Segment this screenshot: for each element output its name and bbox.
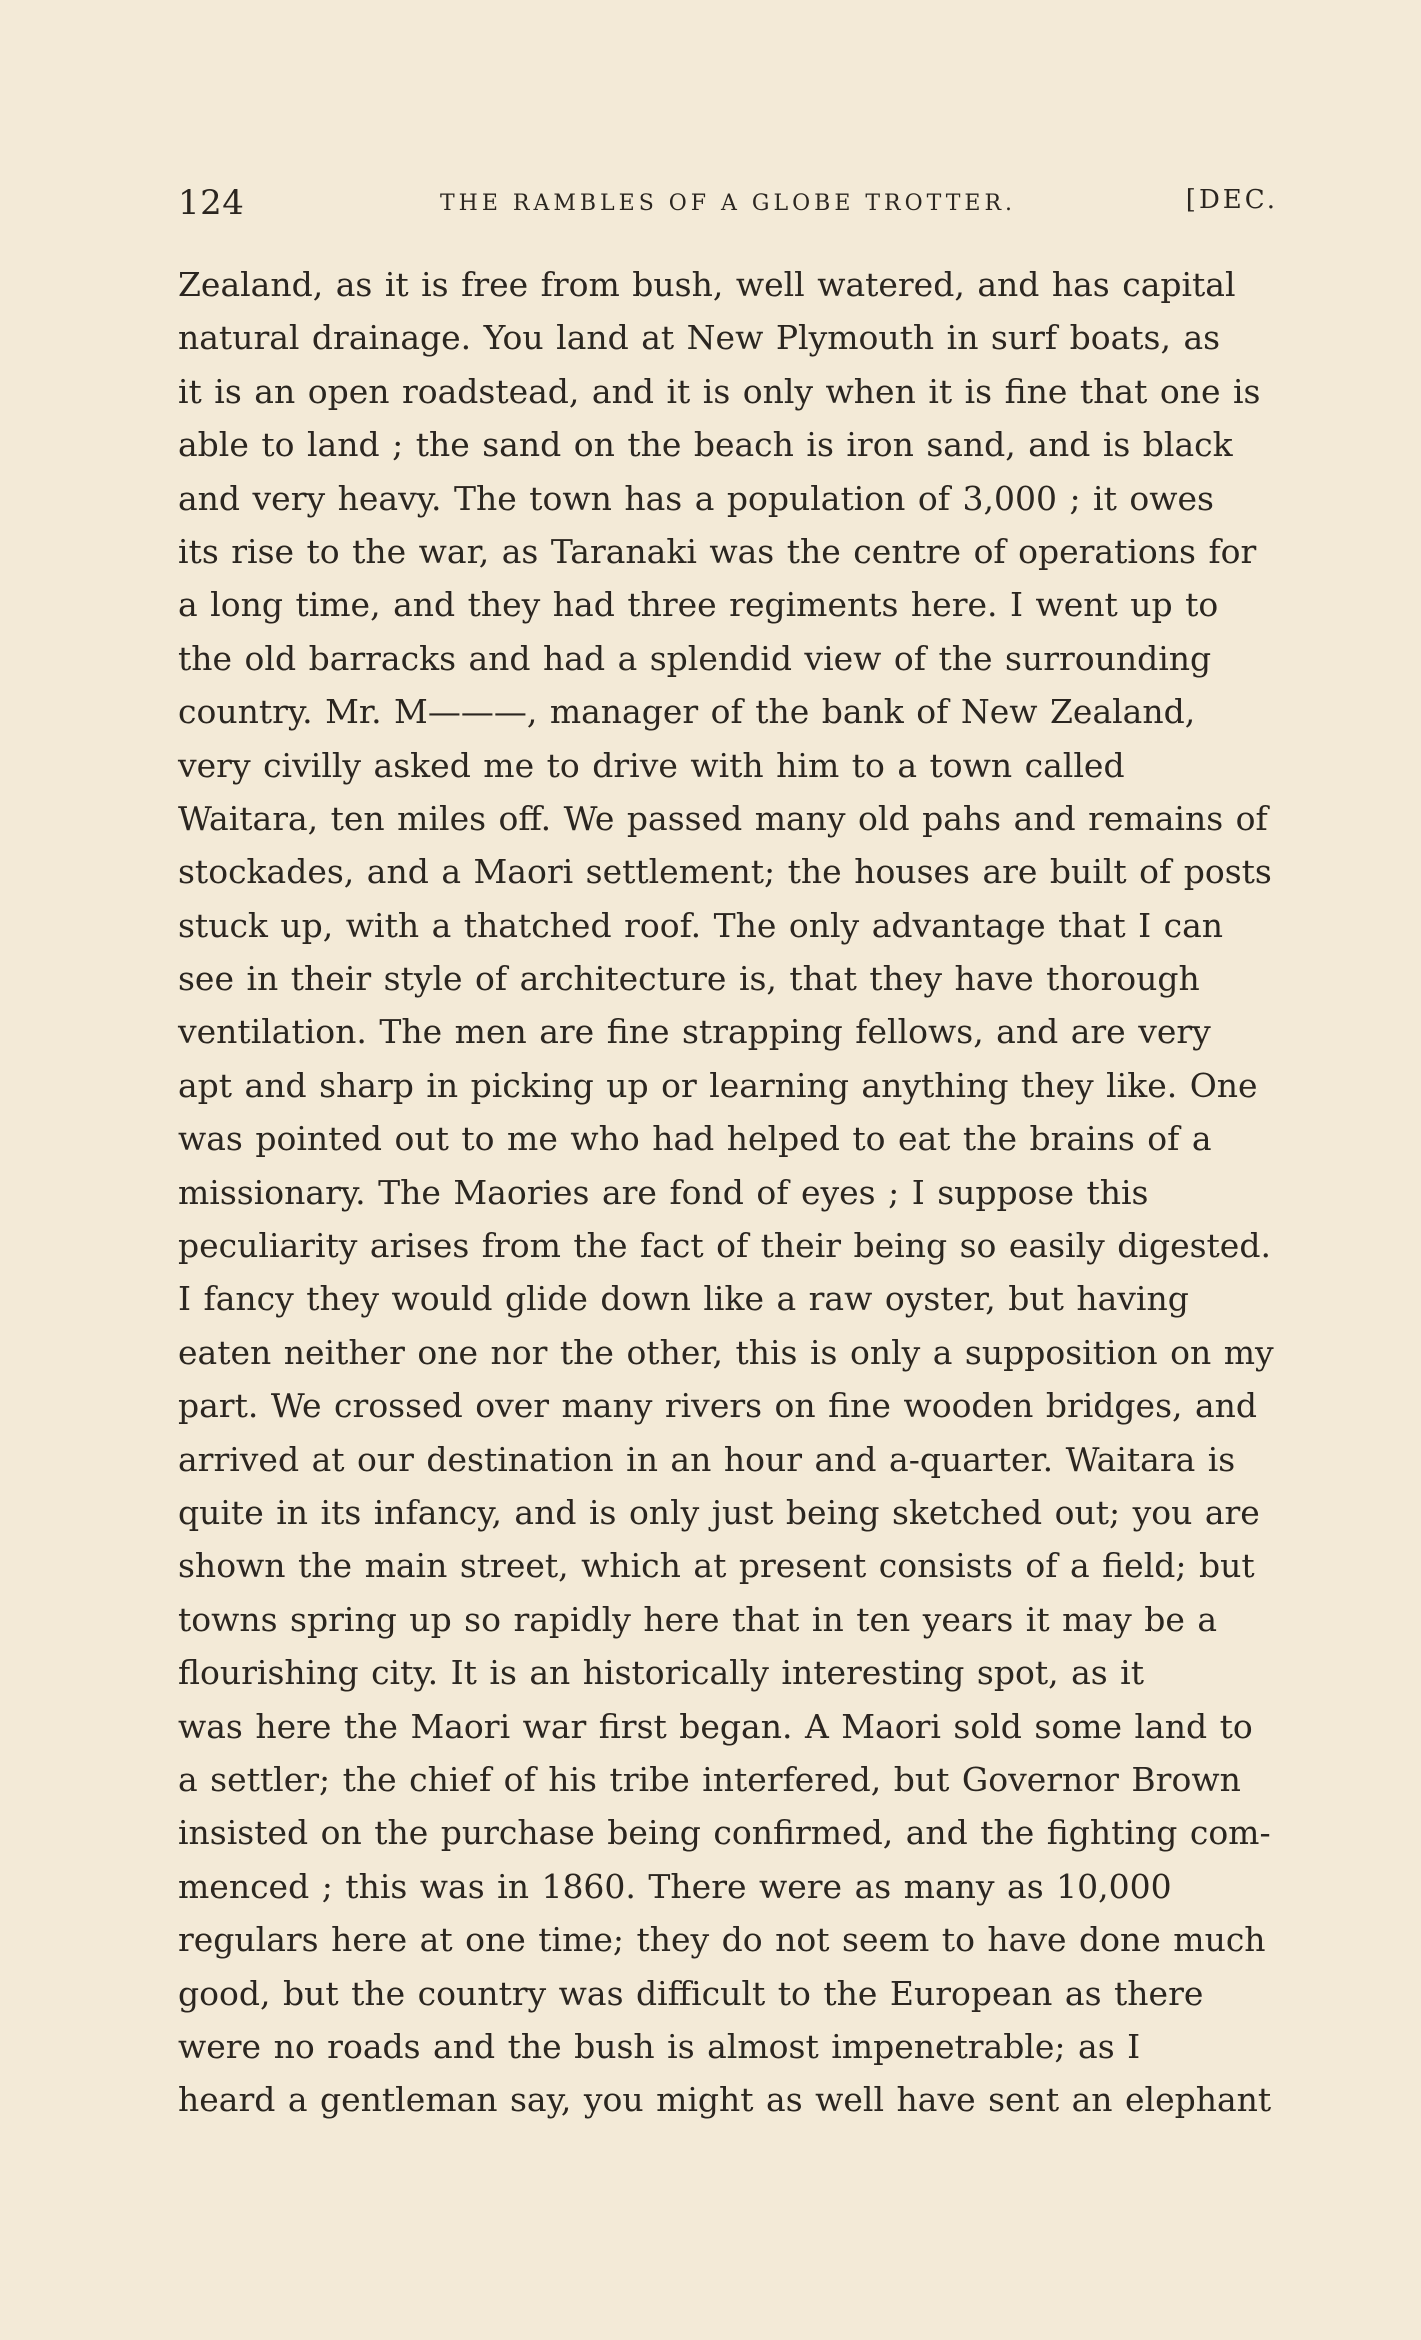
text-line: country. Mr. M———, manager of the bank of New Zealand, [178,692,1196,732]
text-line: peculiarity arises from the fact of their being so easily digested. [178,1226,1271,1266]
text-line: stockades, and a Maori settlement; the houses are built of posts [178,852,1272,892]
text-line: Waitara, ten miles off. We passed many old pahs and remains of [178,798,1268,838]
text-line: apt and sharp in picking up or learning anything they like. One [178,1065,1258,1105]
text-line: missionary. The Maories are fond of eyes ; I suppose this [178,1172,1149,1212]
text-line: I fancy they would glide down like a raw oyster, but having [178,1279,1189,1319]
text-line: was pointed out to me who had helped to eat the brains of a [178,1119,1212,1159]
text-line: eaten neither one nor the other, this is only a supposition on my [178,1332,1274,1372]
page-number: 124 [178,183,245,223]
text-line: part. We crossed over many rivers on fine wooden bridges, and [178,1386,1258,1426]
text-line: shown the main street, which at present consists of a field; but [178,1546,1255,1586]
page-header [178,183,1278,233]
text-line: and very heavy. The town has a population of 3,000 ; it owes [178,478,1214,518]
running-title: THE RAMBLES OF A GLOBE TROTTER. [439,191,1017,216]
text-line: regulars here at one time; they do not seem to have done much [178,1920,1266,1960]
text-line: the old barracks and had a splendid view of the surrounding [178,638,1212,678]
text-line: was here the Maori war first began. A Maori sold some land to [178,1706,1253,1746]
text-line: quite in its infancy, and is only just being sketched out; you are [178,1492,1260,1532]
text-line: ventilation. The men are fine strapping fellows, and are very [178,1012,1211,1052]
text-line: it is an open roadstead, and it is only when it is fine that one is [178,371,1261,411]
text-line: a long time, and they had three regiments here. I went up to [178,585,1219,625]
text-line: heard a gentleman say, you might as well have sent an elephant [178,2080,1272,2120]
text-line: natural drainage. You land at New Plymouth in surf boats, as [178,318,1221,358]
text-line: insisted on the purchase being confirmed, and the fighting com- [178,1813,1271,1853]
text-line: menced ; this was in 1860. There were as many as 10,000 [178,1866,1172,1906]
text-line: towns spring up so rapidly here that in ten years it may be a [178,1599,1218,1639]
text-line: very civilly asked me to drive with him to a town called [178,745,1125,785]
text-line: stuck up, with a thatched roof. The only advantage that I can [178,905,1224,945]
text-line: a settler; the chief of his tribe interfered, but Governor Brown [178,1759,1241,1799]
text-line: arrived at our destination in an hour and a-quarter. Waitara is [178,1439,1236,1479]
text-line: good, but the country was difficult to the European as there [178,1973,1204,2013]
text-line: able to land ; the sand on the beach is iron sand, and is black [178,425,1233,465]
text-line: flourishing city. It is an historically interesting spot, as it [178,1653,1144,1693]
text-line: see in their style of architecture is, that they have thorough [178,959,1200,999]
body-text [178,258,1273,2127]
text-line: were no roads and the bush is almost impenetrable; as I [178,2026,1141,2066]
section-mark: [DEC. [1185,185,1278,215]
text-line: its rise to the war, as Taranaki was the centre of operations for [178,531,1257,571]
text-line: Zealand, as it is free from bush, well watered, and has capital [178,265,1236,304]
